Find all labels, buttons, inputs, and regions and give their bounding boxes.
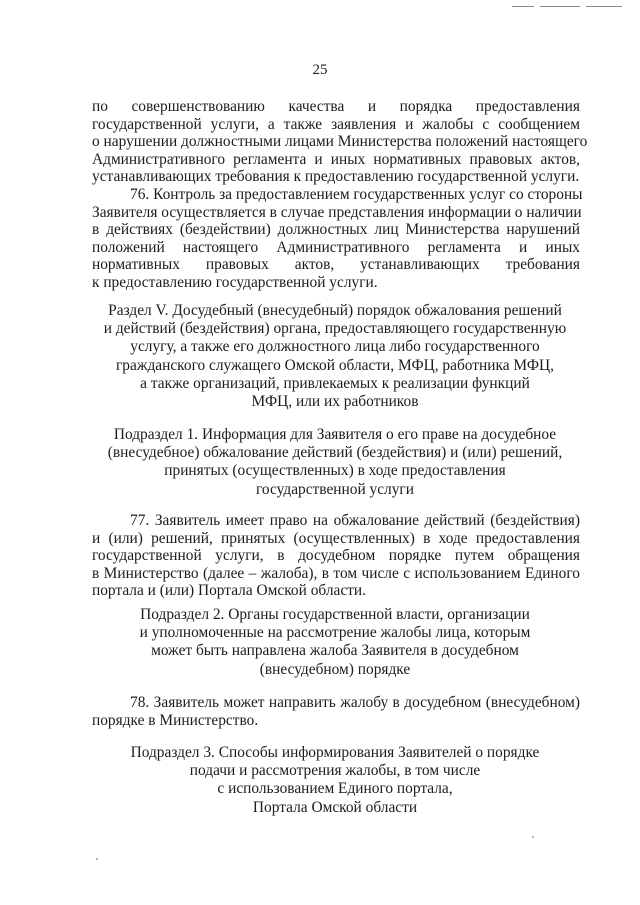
heading-line: (внесудебном) порядке [259,660,411,678]
paragraph-78 [92,694,580,729]
subsection-1-heading [70,426,600,499]
text-line: по совершенствованию качества и порядка предоставления [92,98,580,115]
text-line: 78. Заявитель может направить жалобу в досудебном (внесудебном) [130,694,580,711]
text-line: положений настоящего Административного регламента и иных [92,238,580,256]
text-line: Административного регламента и иных нормативных правовых актов, [92,150,580,168]
text-line: порядке в Министерство. [92,711,259,729]
heading-line: может быть направлена жалоба Заявителя в досудебном [151,642,519,660]
scan-artifact [540,6,580,7]
text-line: и (или) решений, принятых (осуществленных) в ходе предоставления [92,529,580,547]
text-line: 76. Контроль за предоставлением государственных услуг со стороны [130,186,583,203]
heading-line: Подраздел 1. Информация для Заявителя о его праве на досудебное [113,426,557,443]
scan-artifact [586,6,622,7]
heading-line: Подраздел 3. Способы информирования Заявителей о порядке [130,744,540,761]
heading-line: государственной услуги [256,480,414,498]
heading-line: а также организаций, привлекаемых к реализации функций [140,374,530,392]
heading-line: и уполномоченные на рассмотрение жалобы лица, которым [139,624,531,642]
text-line: о нарушении должностными лицами Министерства положений настоящего [92,133,588,151]
subsection-3-heading [70,744,600,817]
heading-line: с использованием Единого портала, [217,780,453,798]
page-number: 25 [312,62,328,78]
text-line: 77. Заявитель имеет право на обжалование действий (бездействия) [130,512,580,529]
heading-line: подачи и рассмотрения жалобы, в том числе [189,762,481,780]
text-line: Заявителя осуществляется в случае представления информации о наличии [92,203,582,221]
scan-artifact [532,836,534,838]
heading-line: МФЦ, или их работников [251,393,419,411]
text-line: портала и (или) Портала Омской области. [92,582,366,600]
paragraph-77 [92,512,580,600]
text-line: в Министерство (далее – жалоба), в том числе с использованием Единого [92,564,580,582]
paragraph-76 [92,186,583,292]
text-line: нормативных правовых актов, устанавливающих требования [92,256,580,274]
scan-artifact [96,858,98,860]
text-line: к предоставлению государственной услуги. [92,273,378,291]
text-line: в действиях (бездействии) должностных лиц Министерства нарушений [92,221,580,239]
paragraph-continuation [92,98,588,186]
section-5-heading [70,302,600,411]
heading-line: и действий (бездействия) органа, предоставляющего государственную [103,320,567,338]
heading-line: услугу, а также его должностного лица либо государственного [130,338,540,356]
heading-line: (внесудебное) обжалование действий (бездействия) и (или) решений, [107,444,563,462]
heading-line: Подраздел 2. Органы государственной власти, организации [140,606,530,623]
scan-artifact [512,6,534,7]
text-line: государственной услуги, в досудебном порядке путем обращения [92,547,580,565]
heading-line: Раздел V. Досудебный (внесудебный) порядок обжалования решений [108,302,562,319]
subsection-2-heading [70,606,600,679]
text-line: государственной услуги, а также заявления и жалобы с сообщением [92,115,580,133]
heading-line: принятых (осуществленных) в ходе предоставления [164,462,506,480]
heading-line: Портала Омской области [252,798,418,816]
heading-line: гражданского служащего Омской области, МФЦ, работника МФЦ, [115,356,554,374]
text-line: устанавливающих требования к предоставлению государственной услуги. [92,168,580,186]
